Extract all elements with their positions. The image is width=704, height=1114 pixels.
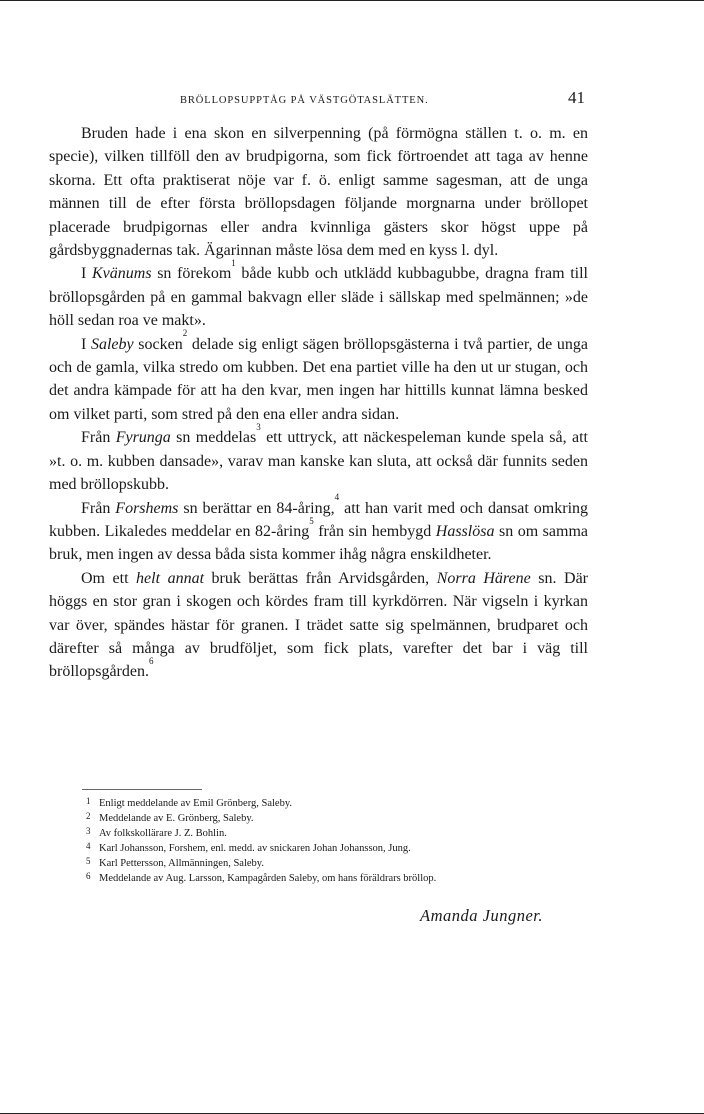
paragraph-3 <box>49 328 589 427</box>
text-run: delade sig enligt sägen bröllopsgästerna i två partier, de unga och de gamla, vilka stredo om kubben. Det ena partiet ville ha den ut ur stugan, och det andra kämpade för att ha den kvar, men ingen har hittills kunnat lämna besked om vilket parti, som stred på den ena eller andra sidan. <box>49 335 589 423</box>
emphasis: helt annat <box>136 569 205 587</box>
footnote-text: Enligt meddelande av Emil Grönberg, Saleby. <box>99 798 293 809</box>
text-run: Om ett <box>81 569 137 587</box>
footnote <box>86 826 606 841</box>
footnote-text: Karl Pettersson, Allmänningen, Saleby. <box>99 858 264 870</box>
text-run: socken <box>133 335 183 353</box>
text-run: Från <box>81 429 116 447</box>
running-title: BRÖLLOPSUPPTÅG PÅ VÄSTGÖTASLÄTTEN. <box>180 95 429 106</box>
footnote-number: 3 <box>86 826 91 837</box>
paragraph-1: Bruden hade i ena skon en silverpenning (på förmögna ställen t. o. m. en specie), vilken tillföll den av brudpigorna, som fick förtroendet att taga av henne skorna. Ett ofta praktiserat nöje var f. ö. enligt samme sagesman, att de unga männen till de efter första bröllopsdagen följande morgnarna under bröllopet placerade brudpigornas eller andra kvinnliga gästers skor högst uppe på gårdsbyggnadernas tak. Ägarinnan måste lösa dem med en kyss l. dyl. <box>49 125 588 260</box>
text-run: bruk berättas från Arvidsgården, <box>204 569 437 587</box>
text-run: sn förekom <box>151 265 232 283</box>
paragraph-5 <box>49 492 589 567</box>
footnote-number: 2 <box>86 811 91 822</box>
footnote-number: 6 <box>86 871 91 882</box>
author-signature: Amanda Jungner. <box>420 906 543 925</box>
place-name: Norra Härene <box>436 569 531 587</box>
footnote-text: Meddelande av Aug. Larsson, Kampagården Saleby, om hans föräldrars bröllop. <box>99 873 437 885</box>
footnote-text: Karl Johansson, Forshem, enl. medd. av snickaren Johan Johansson, Jung. <box>99 843 411 855</box>
footnote-divider <box>82 789 202 790</box>
footnotes <box>86 796 606 887</box>
footnote <box>86 811 606 826</box>
paragraph-2 <box>49 258 589 332</box>
text-run: sn om samma bruk, men ingen av dessa båda sista kommer ihåg några enskildheter. <box>49 522 589 564</box>
text-run: ett uttryck, att näckespeleman kunde spela så, att »t. o. m. kubben dansade», varav man kanske kan sluta, att också där funnits seden med bröllopskubb. <box>49 429 588 494</box>
place-name: Kvänums <box>91 265 152 283</box>
footnote-number: 5 <box>86 856 91 867</box>
footnote-ref: 4 <box>334 492 340 503</box>
footnote-number: 1 <box>86 796 91 806</box>
paragraph-4 <box>49 421 588 496</box>
footnote-ref: 1 <box>231 258 236 269</box>
text-run: från sin hembygd <box>313 522 436 540</box>
footnote-ref: 5 <box>309 515 314 526</box>
page-number: 41 <box>568 88 585 107</box>
place-name: Forshems <box>115 499 179 517</box>
text-run: sn berättar en 84-åring, <box>178 499 335 517</box>
text-run: I <box>81 265 92 283</box>
footnote <box>86 871 606 886</box>
page-header <box>0 87 704 115</box>
text-run: att han varit med och dansat omkring kubben. Likaledes meddelar en 82-åring <box>49 499 589 540</box>
footnote-ref: 3 <box>256 421 261 432</box>
text-run: Från <box>81 499 116 517</box>
footnote <box>86 841 606 856</box>
place-name: Fyrunga <box>115 429 171 447</box>
footnote <box>86 796 606 811</box>
body-text <box>49 122 588 684</box>
footnote <box>86 856 606 871</box>
text-run: sn meddelas <box>170 429 257 447</box>
text-run: sn. Där höggs en stor gran i skogen och kördes fram till kyrkdörren. När vigseln i kyrkan var över, spändes hästar för granen. I trädet satte sig spelmännen, brudparet och därefter så många av brudföljet, som fick plats, varefter det bar i väg till bröllopsgården. <box>49 569 588 681</box>
page-top-border <box>0 0 704 1</box>
footnote-ref: 2 <box>182 328 188 339</box>
footnote-text: Meddelande av E. Grönberg, Saleby. <box>99 813 254 825</box>
footnote-number: 4 <box>86 841 91 852</box>
footnote-text: Av folkskollärare J. Z. Bohlin. <box>99 828 227 840</box>
text-run: I <box>81 335 91 353</box>
place-name: Hasslösa <box>435 522 495 540</box>
text-run: både kubb och utklädd kubbagubbe, dragna fram till bröllopsgården på en gammal bakvagn eller släde i sällskap med spelmännen; »de höll sedan roa ve makt». <box>49 265 589 330</box>
paragraph-6 <box>49 567 588 684</box>
place-name: Saleby <box>90 335 134 353</box>
footnote-ref: 6 <box>148 656 154 667</box>
